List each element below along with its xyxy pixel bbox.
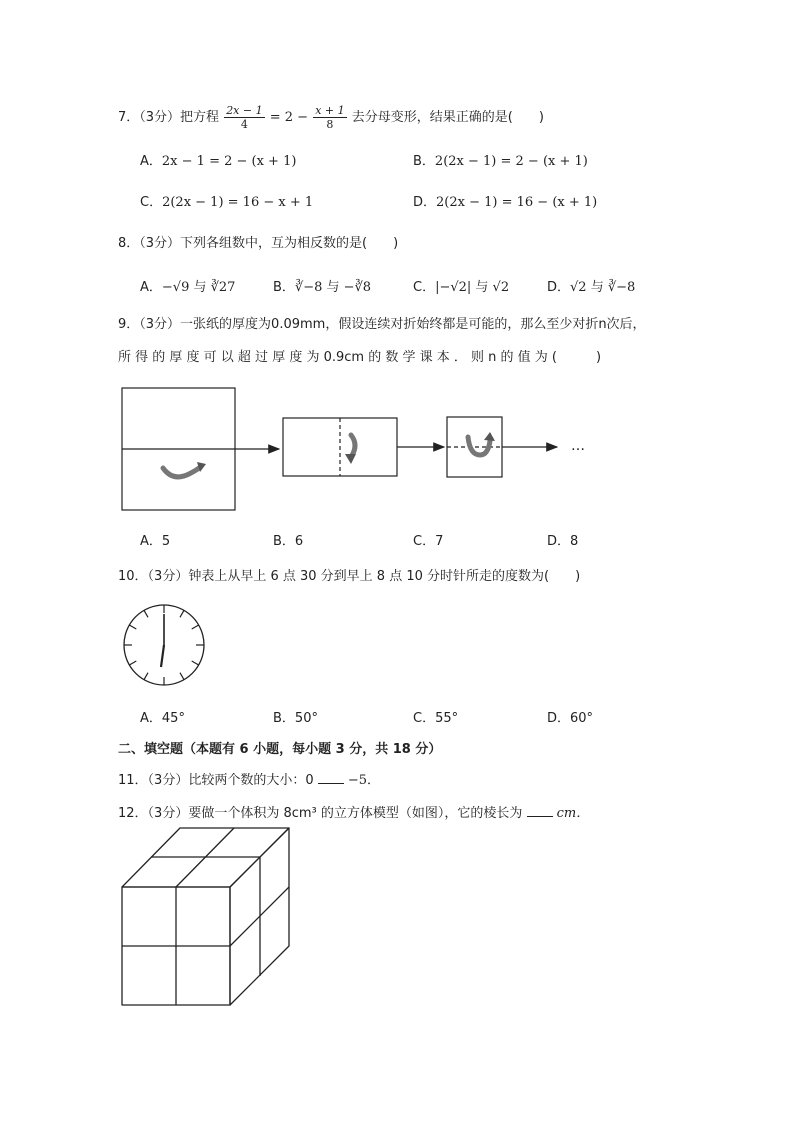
- q7-stem-post: 去分母变形，结果正确的是( ): [351, 110, 544, 125]
- q10-stem: 10．（3分）钟表上从早上 6 点 30 分到早上 8 点 10 分时针所走的度数为( ): [118, 569, 581, 584]
- q7-option-d: D．2(2x − 1) = 16 − (x + 1): [413, 195, 598, 210]
- q7-option-a: A．2x − 1 = 2 − (x + 1): [140, 154, 297, 169]
- q8-option-c: C．|−√2| 与 √2: [413, 280, 510, 295]
- q7-option-b: B．2(2x − 1) = 2 − (x + 1): [413, 154, 588, 169]
- q8-option-b: B．∛−8 与 −∛8: [273, 280, 372, 295]
- q10-option-b: B．50°: [273, 711, 318, 726]
- q7-fraction-2: $\frac{x + 1}{8}$: [315, 104, 345, 131]
- q8-option-a: A．−√9 与 ∛27: [140, 280, 236, 295]
- q10-option-d: D．60°: [547, 711, 594, 726]
- q7-mid: = 2 −: [269, 110, 309, 125]
- q8-stem: 8．（3分）下列各组数中，互为相反数的是( ): [118, 236, 399, 251]
- q10-option-a: A．45°: [140, 711, 185, 726]
- q7-option-c: C．2(2x − 1) = 16 − x + 1: [140, 195, 314, 210]
- q7-fraction-1: $\frac{2x - 1}{4}$: [226, 104, 263, 131]
- q8-option-d: D．√2 与 ∛−8: [547, 280, 636, 295]
- q12-stem: 12．（3分）要做一个体积为 8cm³ 的立方体模型（如图），它的棱长为 cm．: [118, 806, 590, 821]
- q11-stem: 11．（3分）比较两个数的大小：0 −5．: [118, 773, 381, 788]
- q9-stem-line-2: 所 得 的 厚 度 可 以 超 过 厚 度 为 0.9cm 的 数 学 课 本 ． 则 n 的 值 为 ( ): [118, 350, 602, 365]
- q9-option-a: A．5: [140, 534, 171, 549]
- section-2-heading: 二、填空题（本题有 6 小题，每小题 3 分，共 18 分）: [118, 742, 442, 757]
- q9-ellipsis: …: [571, 438, 585, 454]
- q7-stem-pre: 7．（3分）把方程: [118, 110, 220, 125]
- q9-stem-line-1: 9．（3分）一张纸的厚度为0.09mm，假设连续对折始终都是可能的，那么至少对折n次后，: [118, 317, 646, 332]
- q9-option-b: B．6: [273, 534, 304, 549]
- q9-option-d: D．8: [547, 534, 579, 549]
- q9-option-c: C．7: [413, 534, 444, 549]
- q10-option-c: C．55°: [413, 711, 459, 726]
